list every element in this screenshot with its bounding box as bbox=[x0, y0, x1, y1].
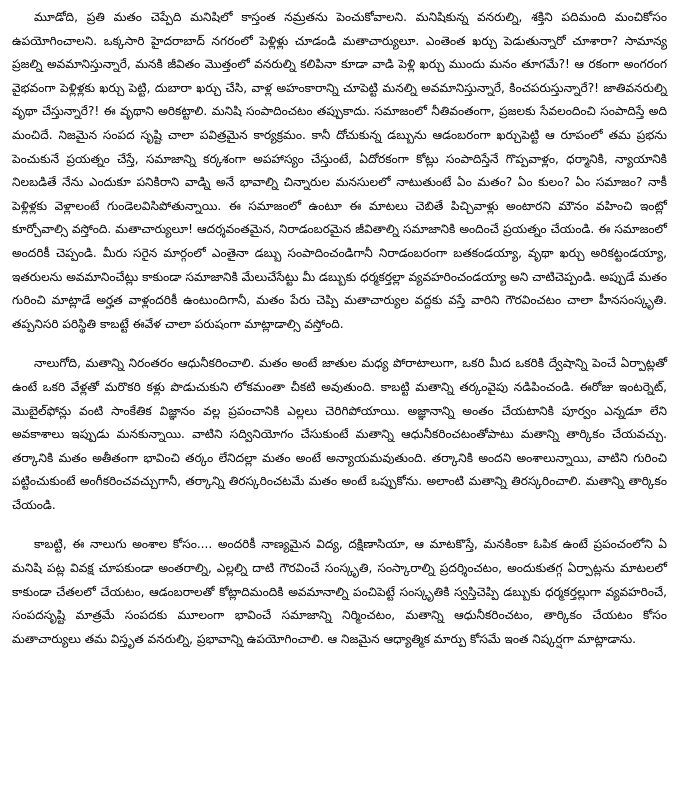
paragraph-fourth-point: నాలుగోది, మతాన్ని నిరంతరం ఆధునీకరించాలి. మతం అంటే జాతుల మధ్య పోరాటాలుగా, ఒకరి మీద ఒకరికి ద్వేషాన్ని పెంచే ఏర్పాట్లతో ఉంటే ఒకరి వేళ్లతో మరొకరి కళ్లు పొడుచుకుని లోకమంతా చీకటి అవుతుంది. కాబట్టి మతాన్ని తర్కంవైపు నడిపించండి. ఈరోజు ఇంటర్నెట్, మొబైల్‌ఫోన్లు వంటి సాంకేతిక విజ్ఞానం వల్ల ప్రపంచానికి ఎల్లలు చెరిగిపోయాయి. అజ్ఞానాన్ని అంతం చేయటానికి పూర్వం ఎన్నడూ లేని అవకాశాలు ఇప్పుడు మనకున్నాయి. వాటిని సద్వినియోగం చేసుకుంటే మతాన్ని ఆధునీకరించటంతోపాటు మతాన్ని తార్కికం చేయవచ్చు. తర్కానికి మతం అతీతంగా భావించి తర్కం లేనిదల్లా మతం అంటే అన్యాయమవుతుంది. తర్కానికి అందని అంశాలున్నాయి, వాటిని గురించి పట్టించుకుంటే అంగీకరించవచ్చుగానీ, తర్కాన్ని తిరస్కరించటమే మతం అంటే ఒప్పుకోను. అలాంటి మతాన్ని తిరస్కరించాలి. మతాన్ని తార్కికం చేయండి. bbox=[12, 356, 667, 512]
paragraph-third-point: మూడోది, ప్రతి మతం చెప్పేది మనిషిలో కాస్తంత నమ్రతను పెంచుకోవాలని. మనిషికున్న వనరుల్ని, శక్తిని పదిమంది మంచికోసం ఉపయోగించాలని. ఒక్కసారి హైదరాబాద్ నగరంలో పెళ్లిళ్లు చూడండి మతాచార్యులూ. ఎంతెంత ఖర్చు పెడుతున్నారో చూశారా? సామాన్య ప్రజల్ని అవమానిస్తున్నారే, మనకి జీవితం మొత్తంలో వనరుల్ని కలిపినా కూడా వాడి పెళ్లి ఖర్చు ముందు మనం తూగమే?! ఆ రకంగా అంగరంగ వైభవంగా పెళ్లిళ్లకు ఖర్చు పెట్టి, దుబారా ఖర్చు చేసి, వాళ్ల అహంకారాన్ని చూపెట్టి మనల్ని అవమానిస్తున్నారే, కించపరుస్తున్నారే?! జాతివనరుల్ని వృథా చేస్తున్నారే?! ఈ వృథాని అరికట్టాలి. మనిషి సంపాదించటం తప్పుకాదు. సమాజంలో నీతివంతంగా, ప్రజలకు సేవలందించి సంపాదిస్తే అది మంచిదే. నిజమైన సంపద సృష్టి చాలా పవిత్రమైన కార్యక్రమం. కానీ దోచుకున్న డబ్బును ఆడంబరంగా ఖర్చుపెట్టి ఆ రూపంలో తమ ప్రభను పెంచుకునే ప్రయత్నం చేస్తే, సమాజాన్ని కర్కశంగా అపహాస్యం చేస్తుంటే, ఏదోరకంగా కోట్లు సంపాదిస్తేనే గొప్పవాళ్లం, ధర్మానికి, న్యాయానికి నిలబడితే నేను ఎందుకూ పనికిరాని వాడ్ని అనే భావాల్ని చిన్నారుల మనసులలో నాటుతుంటే ఏం మతం? ఏం కులం? ఏం సమాజం? నాకీ పెళ్లిళ్లకు వెళ్లాలంటే గుండెలవిసిపోతున్నాయి. ఈ సమాజంలో ఉంటూ ఈ మాటలు చెబితే పిచ్చివాళ్లు అంటారని మౌనం వహించి ఇంట్లో కూర్చోవాల్సి వస్తోంది. మతాచార్యులూ! ఆదర్శవంతమైన, నిరాడంబరమైన జీవితాల్ని సమాజానికి అందించే ప్రయత్నం చేయండి. ఈ సమాజంలో అందరికీ చెప్పండి. మీరు సరైన మార్గంలో ఎంతైనా డబ్బు సంపాదించండిగానీ నిరాడంబరంగా బతకండయ్యా, వృథా ఖర్చు అరికట్టండయ్యా, ఇతరులను అవమానించేట్లు కాకుండా సమాజానికి మేలుచేసేట్టు మీ డబ్బుకు ధర్మకర్తల్లా వ్యవహరించండయ్యా అని చాటిచెప్పండి. అప్పుడే మతం గురించి మాట్లాడే అర్హత వాళ్లందరికీ ఉంటుందిగానీ, మతం పేరు చెప్పి మతాచార్యుల వద్దకు వస్తే వారిని గౌరవించటం చాలా హీనసంస్కృతి. తప్పనిసరి పరిస్థితి కాబట్టే ఈవేళ చాలా పరుషంగా మాట్లాడాల్సి వస్తోంది. bbox=[12, 10, 667, 331]
paragraph-conclusion: కాబట్టి, ఈ నాలుగు అంశాల కోసం.... అందరికీ నాణ్యమైన విద్య, దక్షిణాసియా, ఆ మాటకొస్తే, మనకింకా ఓపిక ఉంటే ప్రపంచంలోని ఏ మనిషి పట్ల వివక్ష చూపకుండా అంతరాల్ని, ఎల్లల్ని దాటి గౌరవించే సంస్కృతి, సంస్కారాల్ని ప్రదర్శించటం, అందుకుతగ్గ ఏర్పాట్లను మాటలలో కాకుండా చేతలలో చేయటం, ఆడంబరాలతో కోట్లాదిమందికి అవమానాల్ని పంచిపెట్టే సంస్కృతికి స్వస్తిచెప్పి డబ్బుకు ధర్మకర్తల్లుగా వ్యవహరించే, సంపదసృష్టి మాత్రమే సంపదకు మూలంగా భావించే సమాజాన్ని నిర్మించటం, మతాన్ని ఆధునీకరించటం, తార్కికం చేయటం కోసం మతాచార్యులు తమ విస్తృత వనరుల్ని, ప్రభావాన్ని ఉపయోగించాలి. ఆ నిజమైన ఆధ్యాత్మిక మార్పు కోసమే ఇంత నిష్కర్షగా మాట్లాడాను. bbox=[12, 537, 667, 646]
